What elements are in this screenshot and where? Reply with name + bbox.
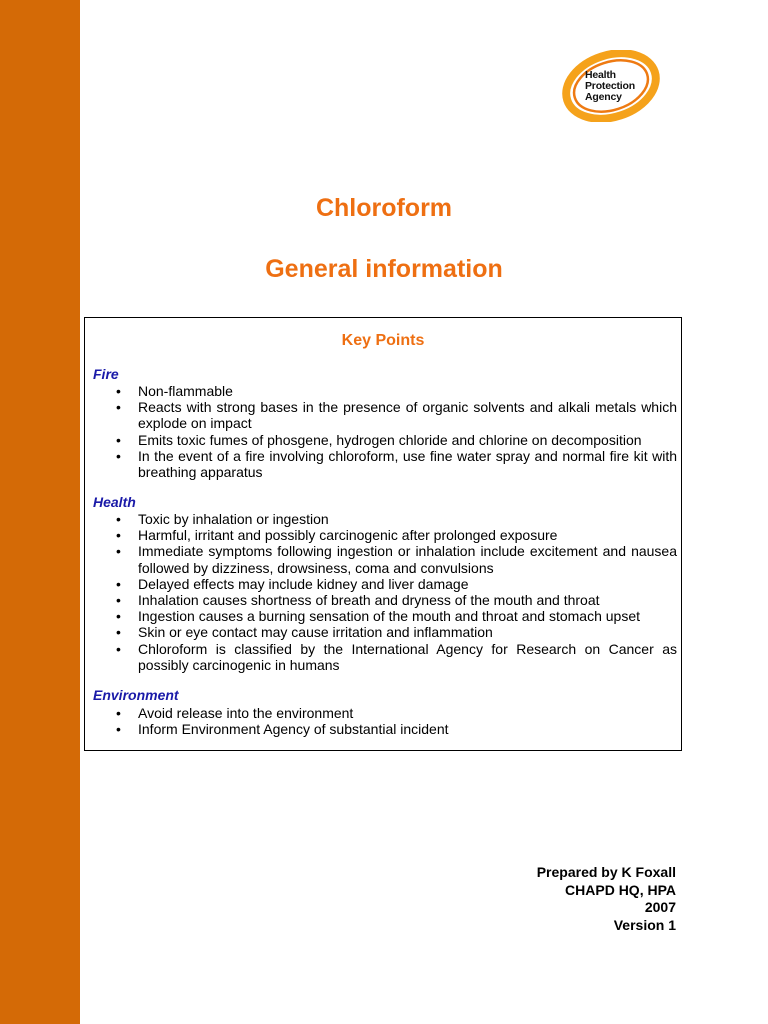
logo-text [585, 70, 635, 103]
list-item: • Non-flammable [85, 383, 683, 399]
document-title: Chloroform [315, 194, 453, 222]
list-item: • Emits toxic fumes of phosgene, hydrogen chloride and chlorine on decomposition [85, 432, 683, 448]
side-color-bar [0, 0, 80, 1024]
list-item: • In the event of a fire involving chloroform, use fine water spray and normal fire kit with breathing apparatus [85, 448, 683, 480]
document-footer [400, 864, 676, 934]
list-item: • Toxic by inhalation or ingestion [85, 511, 683, 527]
section-heading-environment: Environment [93, 687, 179, 703]
environment-list [85, 705, 683, 737]
logo-line: Protection [585, 80, 635, 92]
logo-line: Health [585, 69, 616, 81]
hpa-logo [561, 50, 661, 122]
key-points-heading: Key Points [341, 332, 425, 349]
list-item: • Chloroform is classified by the International Agency for Research on Cancer as possibly carcinogenic in humans [85, 641, 683, 673]
prepared-by: Prepared by K Foxall [536, 864, 676, 880]
list-item: • Immediate symptoms following ingestion or inhalation include excitement and nausea followed by dizziness, drowsiness, coma and convulsions [85, 543, 683, 575]
health-list [85, 511, 683, 673]
list-item: • Reacts with strong bases in the presence of organic solvents and alkali metals which explode on impact [85, 399, 683, 431]
document-subtitle: General information [265, 255, 503, 283]
logo-line: Agency [585, 91, 622, 103]
list-item: • Delayed effects may include kidney and liver damage [85, 576, 683, 592]
list-item: • Ingestion causes a burning sensation of the mouth and throat and stomach upset [85, 608, 683, 624]
organisation: CHAPD HQ, HPA [565, 881, 676, 898]
year: 2007 [644, 899, 676, 915]
list-item: • Skin or eye contact may cause irritation and inflammation [85, 624, 683, 640]
key-points-box [84, 317, 682, 751]
list-item: • Inhalation causes shortness of breath and dryness of the mouth and throat [85, 592, 683, 608]
version: Version 1 [613, 916, 676, 933]
list-item: • Inform Environment Agency of substantial incident [85, 721, 683, 737]
section-heading-health: Health [93, 494, 136, 510]
list-item: • Harmful, irritant and possibly carcinogenic after prolonged exposure [85, 527, 683, 543]
fire-list [85, 383, 683, 480]
section-heading-fire: Fire [93, 366, 119, 382]
list-item: • Avoid release into the environment [85, 705, 683, 721]
